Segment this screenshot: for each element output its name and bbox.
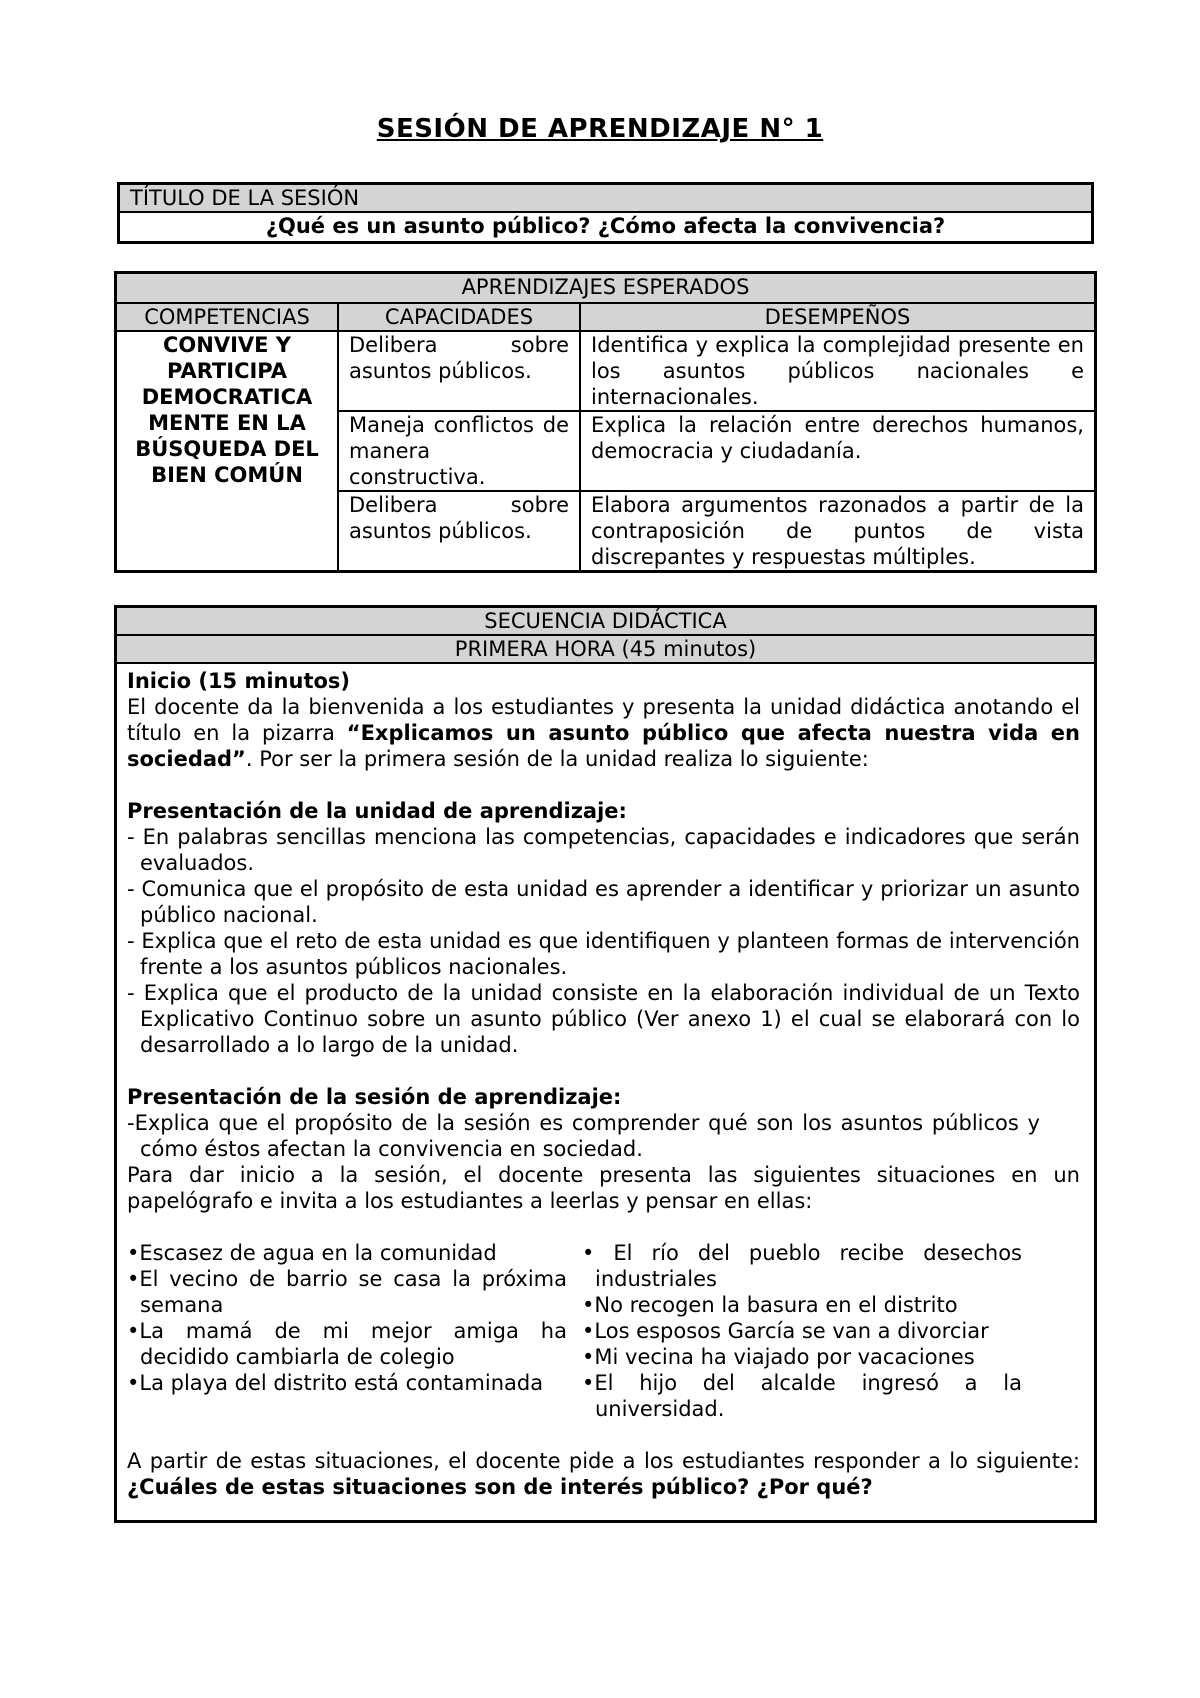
- session-presentation-title: Presentación de la sesión de aprendizaje:: [127, 1085, 622, 1109]
- competency-cell: CONVIVE Y PARTICIPA DEMOCRATICA MENTE EN LA BÚSQUEDA DEL BIEN COMÚN: [116, 331, 339, 572]
- didactic-sequence-table: [114, 605, 1097, 1523]
- column-header-capacidades: CAPACIDADES: [338, 303, 580, 331]
- sequence-header: SECUENCIA DIDÁCTICA: [116, 607, 1096, 636]
- situation-item: •La playa del distrito está contaminada: [127, 1371, 544, 1395]
- situation-item: •Los esposos García se van a divorciar: [582, 1319, 989, 1343]
- intro-paragraph: El docente da la bienvenida a los estudiantes y presenta la unidad didáctica anotando el título en la pizarra “Explicamos un asunto público que afecta nuestra vida en sociedad”. Por ser la primera sesión de la unidad realiza lo siguiente:: [127, 695, 1080, 771]
- column-header-competencias: COMPETENCIAS: [116, 303, 339, 331]
- session-paragraph: Para dar inicio a la sesión, el docente presenta las siguientes situaciones en un papelógrafo e invita a los estudiantes a leerlas y pensar en ellas:: [127, 1163, 1080, 1213]
- page-title: SESIÓN DE APRENDIZAJE N° 1: [376, 114, 824, 144]
- performance-cell: Elabora argumentos razonados a partir de la contraposición de puntos de vista discrepantes y respuestas múltiples.: [580, 491, 1096, 572]
- situation-item: • El río del pueblo recibe desechos industriales: [582, 1241, 1022, 1291]
- learning-outcomes-table: [114, 271, 1097, 573]
- session-title-table: [117, 182, 1094, 244]
- situation-item: •Escasez de agua en la comunidad: [127, 1241, 497, 1265]
- performance-cell: Explica la relación entre derechos humanos, democracia y ciudadanía.: [580, 411, 1096, 491]
- column-header-desempenos: DESEMPEÑOS: [580, 303, 1096, 331]
- situation-item: •La mamá de mi mejor amiga ha decidido cambiarla de colegio: [127, 1319, 567, 1369]
- session-title-label: TÍTULO DE LA SESIÓN: [119, 184, 1093, 213]
- capacity-cell: Delibera sobre asuntos públicos.: [338, 331, 580, 411]
- sequence-body: [116, 663, 1096, 1522]
- situations-list: [127, 1240, 1080, 1422]
- start-title: Inicio (15 minutos): [127, 669, 351, 693]
- unit-item: - Explica que el reto de esta unidad es que identifiquen y planteen formas de intervención frente a los asuntos públicos nacionales.: [127, 929, 1080, 979]
- sequence-subheader: PRIMERA HORA (45 minutos): [116, 635, 1096, 663]
- situation-item: •El hijo del alcalde ingresó a la universidad.: [582, 1371, 1022, 1421]
- performance-cell: Identifica y explica la complejidad presente en los asuntos públicos nacionales e internacionales.: [580, 331, 1096, 411]
- situation-item: •Mi vecina ha viajado por vacaciones: [582, 1345, 975, 1369]
- situation-item: •No recogen la basura en el distrito: [582, 1293, 958, 1317]
- capacity-cell: Delibera sobre asuntos públicos.: [338, 491, 580, 572]
- situations-left-column: [127, 1240, 567, 1422]
- capacity-cell: Maneja conflictos de manera constructiva.: [338, 411, 580, 491]
- session-item: -Explica que el propósito de la sesión es comprender qué son los asuntos públicos y cómo éstos afectan la convivencia en sociedad.: [127, 1111, 1040, 1161]
- unit-item: - Comunica que el propósito de esta unidad es aprender a identificar y priorizar un asunto público nacional.: [127, 877, 1080, 927]
- situations-right-column: [582, 1240, 1022, 1422]
- session-title-value: ¿Qué es un asunto público? ¿Cómo afecta la convivencia?: [119, 212, 1093, 243]
- situation-item: •El vecino de barrio se casa la próxima semana: [127, 1267, 567, 1317]
- unit-item: - Explica que el producto de la unidad consiste en la elaboración individual de un Texto Explicativo Continuo sobre un asunto público (Ver anexo 1) el cual se elaborará con lo desarrollado a lo largo de la unidad.: [127, 981, 1080, 1057]
- unit-presentation-title: Presentación de la unidad de aprendizaje:: [127, 799, 627, 823]
- unit-item: - En palabras sencillas menciona las competencias, capacidades e indicadores que serán evaluados.: [127, 825, 1080, 875]
- closing-paragraph: A partir de estas situaciones, el docente pide a los estudiantes responder a lo siguiente: ¿Cuáles de estas situaciones son de interés público? ¿Por qué?: [127, 1449, 1080, 1499]
- learning-outcomes-header: APRENDIZAJES ESPERADOS: [116, 273, 1096, 304]
